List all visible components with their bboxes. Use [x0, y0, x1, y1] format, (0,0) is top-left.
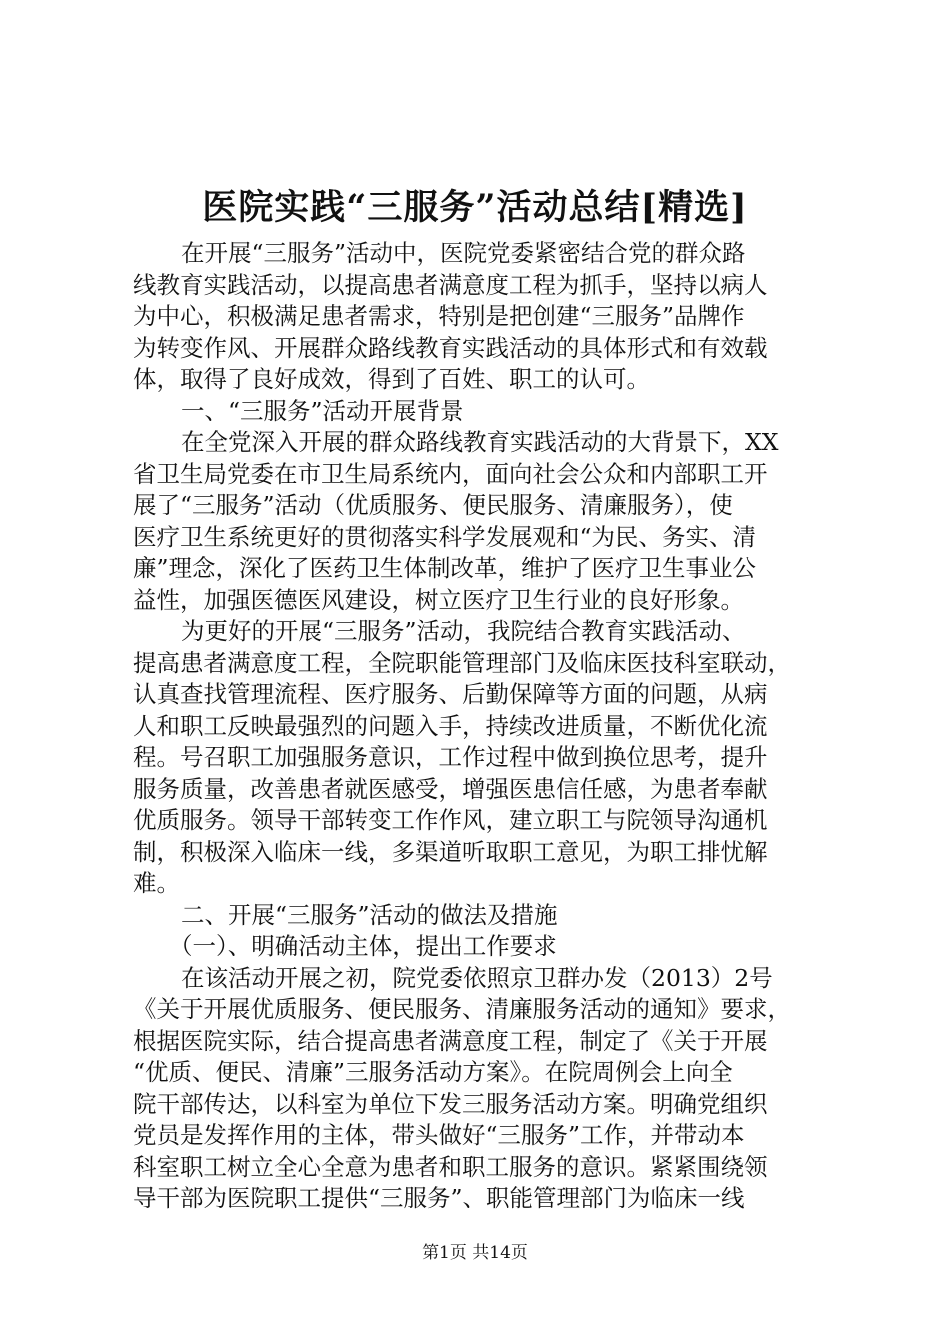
paragraph-line: 在开展“三服务”活动中，医院党委紧密结合党的群众路: [181, 239, 746, 267]
paragraph-line: 优质服务。领导干部转变工作作风，建立职工与院领导沟通机: [133, 806, 768, 834]
document-body: [133, 238, 833, 1215]
paragraph-line: 程。号召职工加强服务意识，工作过程中做到换位思考，提升: [133, 743, 768, 771]
paragraph-line: 导干部为医院职工提供“三服务”、职能管理部门为临床一线: [133, 1184, 745, 1212]
paragraph-line: 制，积极深入临床一线，多渠道听取职工意见，为职工排忧解: [133, 837, 768, 866]
paragraph-line: 省卫生局党委在市卫生局系统内，面向社会公众和内部职工开: [133, 459, 768, 488]
paragraph-line: “优质、便民、清廉”三服务活动方案》。在院周例会上向全: [133, 1058, 733, 1086]
paragraph-line: 线教育实践活动，以提高患者满意度工程为抓手，坚持以病人: [133, 270, 768, 299]
paragraph-line: 服务质量，改善患者就医感受，增强医患信任感，为患者奉献: [133, 774, 768, 803]
paragraph-line: 医疗卫生系统更好的贯彻落实科学发展观和“为民、务实、清: [133, 522, 757, 551]
paragraph-line: 党员是发挥作用的主体，带头做好“三服务”工作，并带动本: [133, 1121, 745, 1149]
document-title: 医院实践“三服务”活动总结[精选]: [202, 187, 748, 228]
subsection-heading: （一）、明确活动主体，提出工作要求: [169, 932, 557, 960]
paragraph-line: 在该活动开展之初，院党委依照京卫群办发（2013）2号: [181, 963, 773, 992]
paragraph-line: 益性，加强医德医风建设，树立医疗卫生行业的良好形象。: [133, 585, 744, 614]
paragraph-line: 在全党深入开展的群众路线教育实践活动的大背景下，XX: [181, 428, 779, 456]
paragraph-line: 人和职工反映最强烈的问题入手，持续改进质量，不断优化流: [133, 711, 768, 740]
paragraph-line: 为更好的开展“三服务”活动，我院结合教育实践活动、: [181, 617, 746, 645]
section-heading: 二、开展“三服务”活动的做法及措施: [181, 900, 558, 929]
paragraph-line: 院干部传达，以科室为单位下发三服务活动方案。明确党组织: [133, 1089, 768, 1118]
paragraph-line: 提高患者满意度工程，全院职能管理部门及临床医技科室联动，: [133, 648, 791, 677]
paragraph-line: 为中心，积极满足患者需求，特别是把创建“三服务”品牌作: [133, 302, 745, 330]
page-number-footer: 第1页 共14页: [422, 1243, 528, 1263]
paragraph-line: 《关于开展优质服务、便民服务、清廉服务活动的通知》要求，: [133, 995, 791, 1023]
section-heading: 一、“三服务”活动开展背景: [181, 396, 464, 425]
paragraph-line: 体，取得了良好成效，得到了百姓、职工的认可。: [133, 365, 650, 393]
paragraph-line: 认真查找管理流程、医疗服务、后勤保障等方面的问题，从病: [133, 680, 768, 708]
paragraph-line: 科室职工树立全心全意为患者和职工服务的意识。紧紧围绕领: [133, 1152, 768, 1181]
paragraph-line: 廉”理念，深化了医药卫生体制改革，维护了医疗卫生事业公: [133, 554, 757, 582]
paragraph-line: 根据医院实际，结合提高患者满意度工程，制定了《关于开展: [133, 1026, 768, 1055]
paragraph-line: 为转变作风、开展群众路线教育实践活动的具体形式和有效载: [133, 333, 768, 362]
paragraph-line: 难。: [133, 869, 180, 897]
paragraph-line: 展了“三服务”活动（优质服务、便民服务、清廉服务），使: [133, 491, 733, 519]
